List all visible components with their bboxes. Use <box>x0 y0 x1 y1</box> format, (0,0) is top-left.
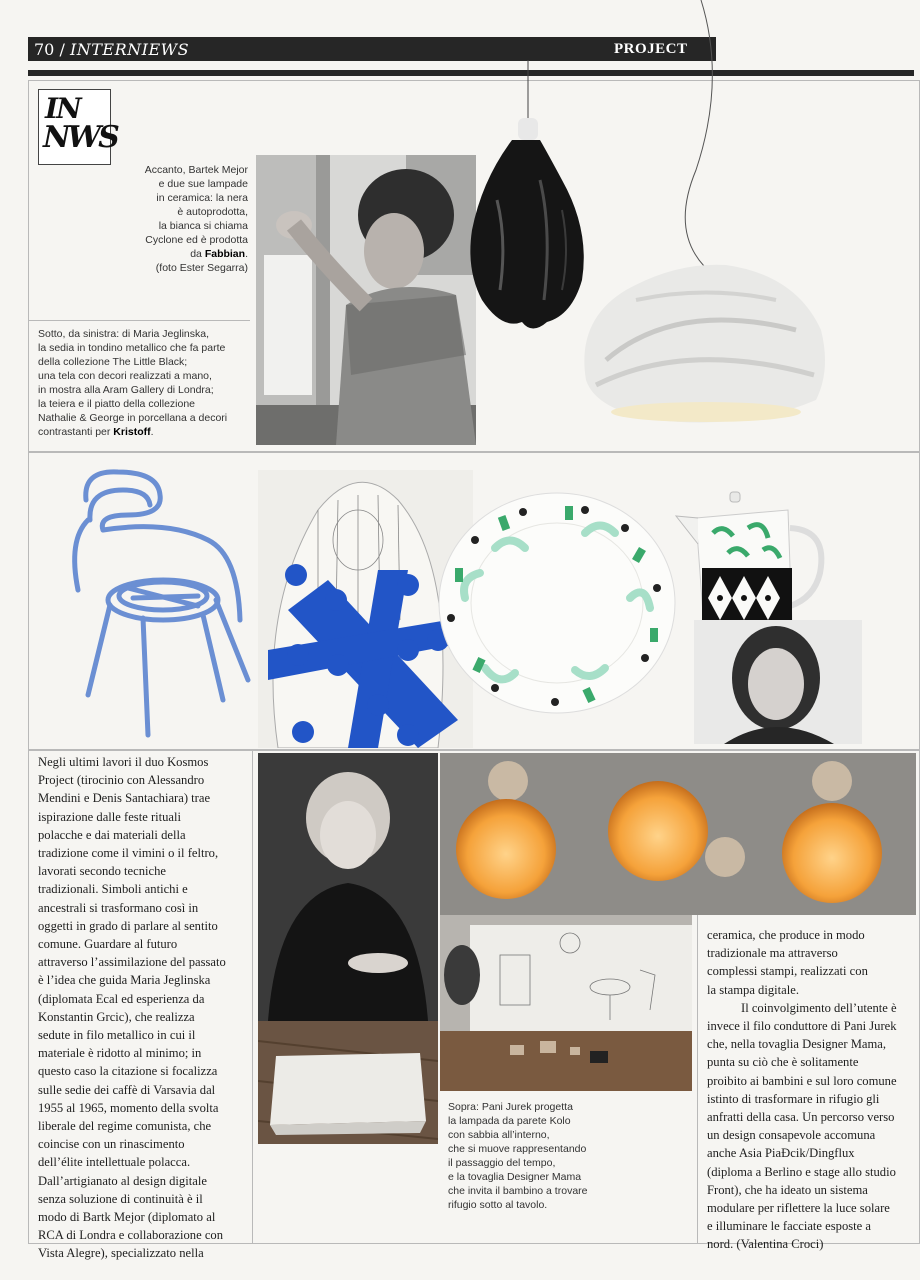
photo-bartek-mejor <box>256 155 476 445</box>
caption-jeglinska: Sotto, da sinistra: di Maria Jeglinska, la sedia in tondino metallico che fa parte della collezione The Little Black; una tela con decori realizzati a mano, in mostra alla Aram Gallery di Londra; la teiera e il piatto della collezione Nathalie & George in porcellana a decori contrastanti per Kristoff. <box>38 328 228 438</box>
caption-divider <box>28 320 250 321</box>
column-divider-right <box>697 915 698 1244</box>
photo-child-drawing <box>440 915 692 1091</box>
article-column-1: Negli ultimi lavori il duo Kosmos Project (tirocinio con Alessandro Mendini e Denis Santachiara) trae ispirazione dalle feste rituali polacche e dai materiali della tradizione come il vimini o il feltro, lavorati secondo tecniche tradizionali. Simboli antichi e ancestrali si trasformano così in oggetti in grado di parlare al sentito comune. Guardare al futuro attraverso l’assimilazione del passato è l’idea che guida Maria Jeglinska (diplomata Ecal ed esperienza da Konstantin Grcic), che realizza sedute in filo metallico in cui il materiale è ridotto al minimo; in questo caso la citazione si focalizza sulle sedie dei caffè di Varsavia dal 1955 al 1965, momento della svolta liberale del regime comunista, che coincise con un rinascimento dell’élite intellettuale polacca. Dall’artigianato al design digitale senza soluzione di continuità è il modo di Bartk Mejor (diplomato al RCA di Londra e collaborazione con Vista Alegre), specializzato nella <box>38 755 226 1261</box>
article-column-2: ceramica, che produce in modo tradizionale ma attraverso complessi stampi, realizzati con la stampa digitale. Il coinvolgimento dell’utente è invece il filo conduttore di Pani Jurek che, nella tovaglia Designer Mama, punta su ciò che è solitamente proibito ai bambini e sul loro comune istinto di trasformare in rifugio gli anfratti della casa. Un percorso verso un design consapevole accomuna anche Asia PiaĐcik/Dingflux (diploma a Berlino e stage allo studio Front), che ha ideato un sistema modulare per riflettere la luce solare e illuminare le facciate esposte a nord. (Valentina Croci) <box>707 928 897 1252</box>
decorated-plate-image <box>435 488 680 718</box>
teapot-image <box>668 488 830 628</box>
photo-designer-mama-tablecloth <box>258 1021 438 1144</box>
page-folio: 70 / INTERNIEWS <box>34 40 190 59</box>
cyclone-lamp-image <box>566 0 836 430</box>
photo-maria-jeglinska <box>694 620 862 744</box>
caption-bartek: Accanto, Bartek Mejor e due sue lampade in ceramica: la nera è autoprodotta, la bianca si chiama Cyclone ed è prodotta da Fabbian. (foto Ester Segarra) <box>144 164 248 274</box>
section-label: PROJECT <box>614 41 688 57</box>
kolo-wall-lamps-image <box>440 753 916 915</box>
photo-pani-jurek <box>258 753 438 1021</box>
blue-chair-image <box>48 460 258 745</box>
caption-pani-jurek: Sopra: Pani Jurek progetta la lampada da parete Kolo con sabbia all’interno, che si muove rappresentando il passaggio del tempo, e la tovaglia Designer Mama che invita il bambino a trovare rifugio sotto al tavolo. <box>448 1101 588 1211</box>
innews-logo: IN NWS <box>38 89 111 165</box>
column-divider-left <box>252 750 253 1244</box>
